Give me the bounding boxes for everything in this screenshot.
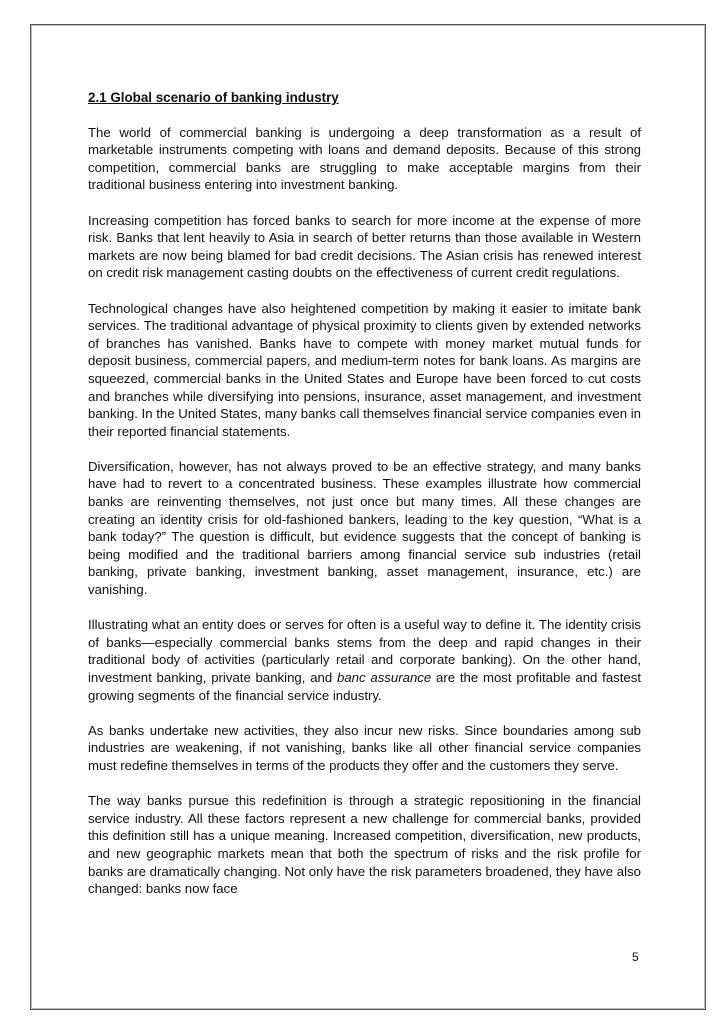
paragraph-5 <box>88 616 641 704</box>
paragraph-1: The world of commercial banking is undergoing a deep transformation as a result of marketable instruments competing with loans and demand deposits. Because of this strong competition, commercial banks are struggling to make acceptable margins from their traditional business entering into investment banking. <box>88 124 641 193</box>
paragraph-4: Diversification, however, has not always proved to be an effective strategy, and many banks have had to revert to a concentrated business. These examples illustrate how commercial banks are reinventing themselves, not just once but many times. All these changes are creating an identity crisis for old-fashioned bankers, leading to the key question, “What is a bank today?” The question is difficult, but evidence suggests that the concept of banking is being modified and the traditional barriers among financial service sub industries (retail banking, private banking, investment banking, asset management, insurance, etc.) are vanishing. <box>88 458 641 598</box>
paragraph-3: Technological changes have also heightened competition by making it easier to imitate bank services. The traditional advantage of physical proximity to clients given by extended networks of branches has vanished. Banks have to compete with money market mutual funds for deposit business, commercial papers, and medium-term notes for bank loans. As margins are squeezed, commercial banks in the United States and Europe have been forced to cut costs and branches while diversifying into pensions, insurance, asset management, and investment banking. In the United States, many banks call themselves financial service companies even in their reported financial statements. <box>88 300 641 439</box>
paragraph-5-text-start: Illustrating what an entity does or serves for often is a useful way to define it. The identity crisis of banks—especially commercial banks stems from the deep and rapid changes in their traditional body of activities (particularly retail and corporate banking). On the other hand, investment banking, private banking, and <box>88 617 641 685</box>
section-heading: 2.1 Global scenario of banking industry <box>88 90 339 105</box>
paragraph-5-italic-term: banc assurance <box>337 670 432 685</box>
paragraph-2: Increasing competition has forced banks to search for more income at the expense of more risk. Banks that lent heavily to Asia in search of better returns than those available in Western markets are now being blamed for bad credit decisions. The Asian crisis has renewed interest on credit risk management casting doubts on the effectiveness of current credit regulations. <box>88 212 641 281</box>
paragraph-5-text-end: are the most profitable and fastest growing segments of the financial service industry. <box>88 670 642 703</box>
paragraph-6: As banks undertake new activities, they also incur new risks. Since boundaries among sub industries are weakening, if not vanishing, banks like all other financial service companies must redefine themselves in terms of the products they offer and the customers they serve. <box>88 722 641 773</box>
paragraph-7: The way banks pursue this redefinition is through a strategic repositioning in the financial service industry. All these factors represent a new challenge for commercial banks, provided this definition still has a unique meaning. Increased competition, diversification, new products, and new geographic markets mean that both the spectrum of risks and the risk profile for banks are dramatically changing. Not only have the risk parameters broadened, they have also changed: banks now face <box>88 793 641 897</box>
document-body <box>88 89 641 915</box>
page-number: 5 <box>632 950 639 964</box>
